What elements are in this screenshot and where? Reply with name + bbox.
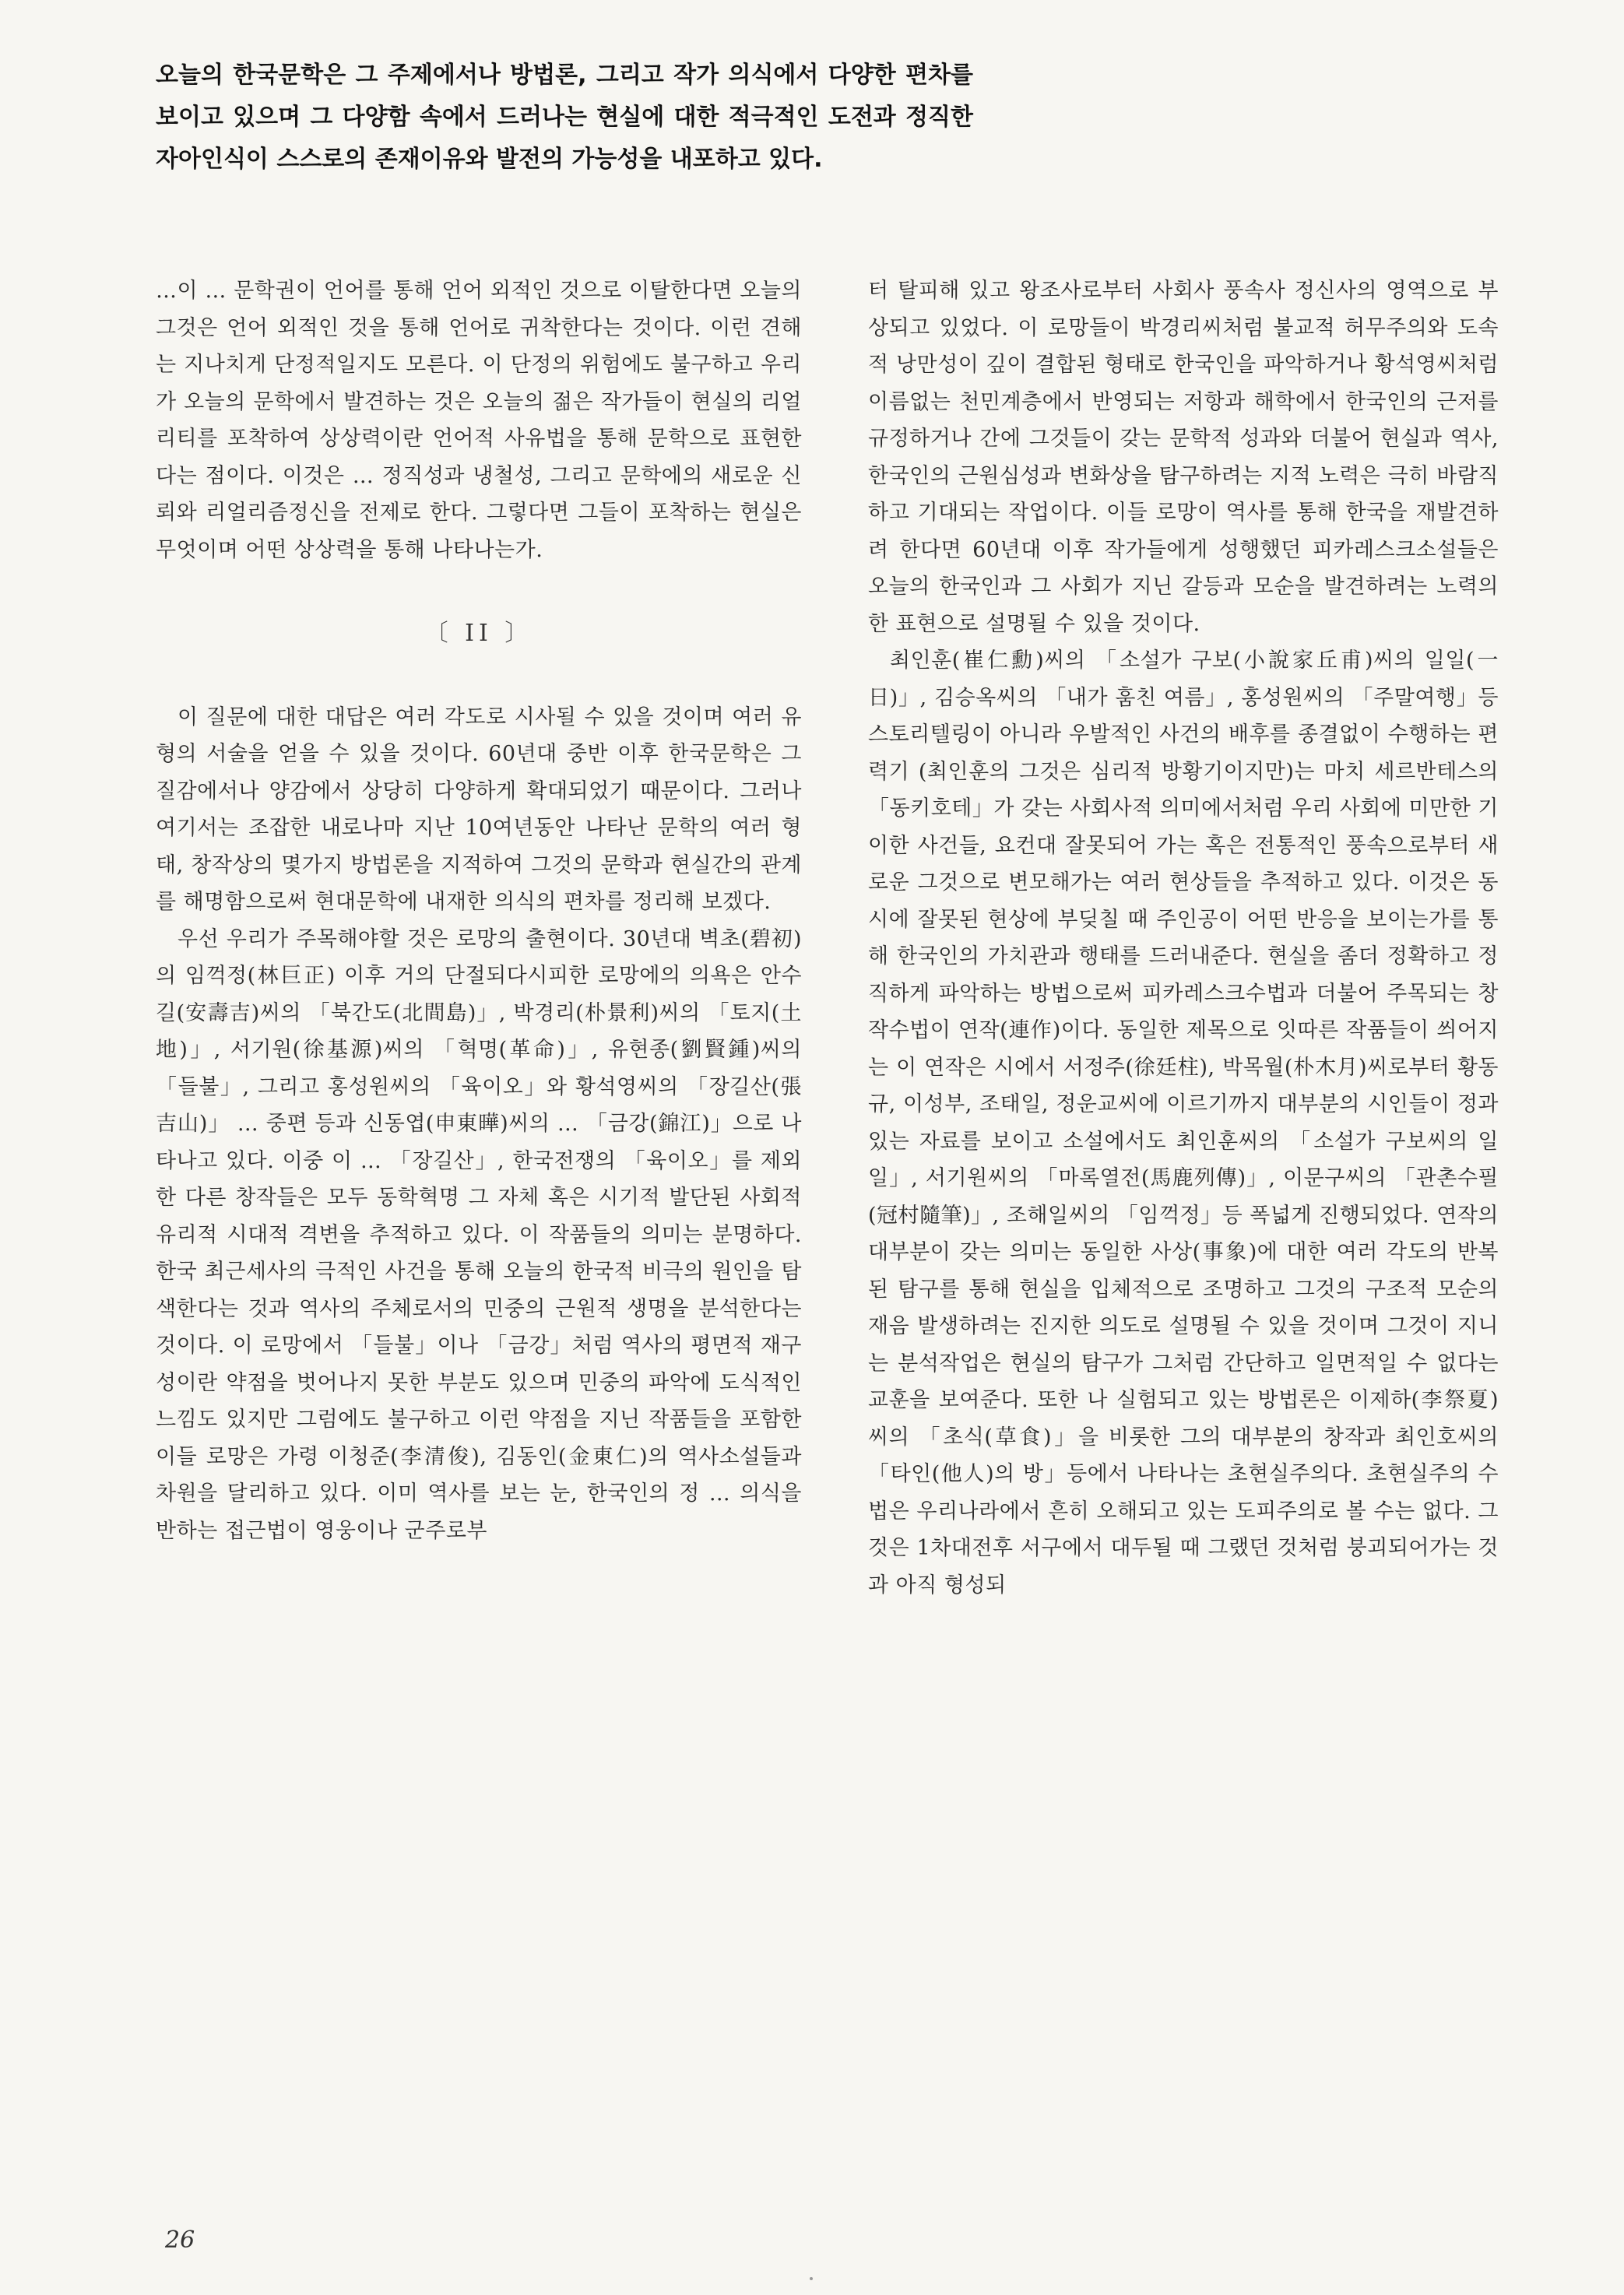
- right-column: [868, 272, 1499, 1604]
- section-heading: 〔 II 〕: [424, 620, 533, 647]
- left-column: [156, 272, 802, 1549]
- lead-paragraph: [156, 54, 973, 181]
- right-paragraph-2: 최인훈(崔仁勳)씨의 「소설가 구보(小說家丘甫)씨의 일일(一日)」, 김승옥씨의 「내가 훔친 여름」, 홍성원씨의 「주말여행」등 스토리텔링이 아니라 우발적인 사건의 배후를 종결없이 수행하는 편력기 (최인훈의 그것은 심리적 방황기이지만)는 마치 세르반테스의 「동키호테」가 갖는 사회사적 의미에서처럼 우리 사회에 미만한 기이한 사건들, 요컨대 잘못되어 가는 혹은 전통적인 풍속으로부터 새로운 그것으로 변모해가는 여러 현상들을 추적하고 있다. 이것은 동시에 잘못된 현상에 부딪칠 때 주인공이 어떤 반응을 보이는가를 통해 한국인의 가치관과 행태를 드러내준다. 현실을 좀더 정확하고 정직하게 파악하는 방법으로써 피카레스크수법과 더불어 주목되는 창작수법이 연작(連作)이다. 동일한 제목으로 잇따른 작품들이 씌어지는 이 연작은 시에서 서정주(徐廷柱), 박목월(朴木月)씨로부터 황동규, 이성부, 조태일, 정운교씨에 이르기까지 대부분의 시인들이 정과있는 자료를 보이고 소설에서도 최인훈씨의 「소설가 구보씨의 일일」, 서기원씨의 「마록열전(馬鹿列傳)」, 이문구씨의 「관촌수필(冠村隨筆)」, 조해일씨의 「임꺽정」등 폭넓게 진행되었다. 연작의 대부분이 갖는 의미는 동일한 사상(事象)에 대한 여러 각도의 반복된 탐구를 통해 현실을 입체적으로 조명하고 그것의 구조적 모순의 재음 발생하려는 진지한 의도로 설명될 수 있을 것이며 그것이 지니는 분석작업은 현실의 탐구가 그처럼 간단하고 일면적일 수 없다는 교훈을 보여준다. 또한 나 실험되고 있는 방법론은 이제하(李祭夏)씨의 「초식(草食)」을 비롯한 그의 대부분의 창작과 최인호씨의 「타인(他人)의 방」등에서 나타나는 초현실주의다. 초현실주의 수법은 우리나라에서 흔히 오해되고 있는 도피주의로 볼 수는 없다. 그것은 1차대전후 서구에서 대두될 때 그랬던 것처럼 붕괴되어가는 것과 아직 형성되: [868, 648, 1499, 1597]
- left-paragraph-1: …이 … 문학권이 언어를 통해 언어 외적인 것으로 이탈한다면 오늘의 그것은 언어 외적인 것을 통해 언어로 귀착한다는 것이다. 이런 견해는 지나치게 단정적일지도 모른다. 이 단정의 위험에도 불구하고 우리가 오늘의 문학에서 발견하는 것은 오늘의 젊은 작가들이 현실의 리얼리티를 포착하여 상상력이란 언어적 사유법을 통해 문학으로 표현한다는 점이다. 이것은 … 정직성과 냉철성, 그리고 문학에의 새로운 신뢰와 리얼리즘정신을 전제로 한다. 그렇다면 그들이 포착하는 현실은 무엇이며 어떤 상상력을 통해 나타나는가.: [156, 279, 802, 562]
- right-paragraph-1: 터 탈피해 있고 왕조사로부터 사회사 풍속사 정신사의 영역으로 부상되고 있었다. 이 로망들이 박경리씨처럼 불교적 허무주의와 도속적 낭만성이 깊이 결합된 형태로 한국인을 파악하거나 황석영씨처럼 이름없는 천민계층에서 반영되는 저항과 해학에서 한국인의 근저를 규정하거나 간에 그것들이 갖는 문학적 성과와 더불어 현실과 역사, 한국인의 근원심성과 변화상을 탐구하려는 지적 노력은 극히 바람직하고 기대되는 작업이다. 이들 로망이 역사를 통해 한국을 재발견하려 한다면 60년대 이후 작가들에게 성행했던 피카레스크소설들은 오늘의 한국인과 그 사회가 지닌 갈등과 모순을 발견하려는 노력의 한 표현으로 설명될 수 있을 것이다.: [868, 279, 1499, 636]
- lead-text: 오늘의 한국문학은 그 주제에서나 방법론, 그리고 작가 의식에서 다양한 편차를 보이고 있으며 그 다양함 속에서 드러나는 현실에 대한 적극적인 도전과 정직한 자아인식이 스스로의 존재이유와 발전의 가능성을 내포하고 있다.: [156, 62, 973, 173]
- left-paragraph-3: 우선 우리가 주목해야할 것은 로망의 출현이다. 30년대 벽초(碧初)의 임꺽정(林巨正) 이후 거의 단절되다시피한 로망에의 의욕은 안수길(安壽吉)씨의 「북간도(北間島)」, 박경리(朴景利)씨의 「토지(土地)」, 서기원(徐基源)씨의 「혁명(革命)」, 유현종(劉賢鍾)씨의 「들불」, 그리고 홍성원씨의 「육이오」와 황석영씨의 「장길산(張吉山)」 … 중편 등과 신동엽(申東曄)씨의 … 「금강(錦江)」으로 나타나고 있다. 이중 이 … 「장길산」, 한국전쟁의 「육이오」를 제외한 다른 창작들은 모두 동학혁명 그 자체 혹은 시기적 발단된 사회적 유리적 시대적 격변을 추적하고 있다. 이 작품들의 의미는 분명하다. 한국 최근세사의 극적인 사건을 통해 오늘의 한국적 비극의 원인을 탐색한다는 것과 역사의 주체로서의 민중의 근원적 생명을 분석한다는 것이다. 이 로망에서 「들불」이나 「금강」처럼 역사의 평면적 재구성이란 약점을 벗어나지 못한 부분도 있으며 민중의 파악에 도식적인 느낌도 있지만 그럼에도 불구하고 이런 약점을 지닌 작품들을 포함한 이들 로망은 가령 이청준(李清俊), 김동인(金東仁)의 역사소설들과 차원을 달리하고 있다. 이미 역사를 보는 눈, 한국인의 정 … 의식을 반하는 접근법이 영웅이나 군주로부: [156, 926, 802, 1543]
- page-number: 26: [165, 2226, 195, 2254]
- scan-speck: [810, 2277, 813, 2280]
- left-paragraph-2: 이 질문에 대한 대답은 여러 각도로 시사될 수 있을 것이며 여러 유형의 서술을 얻을 수 있을 것이다. 60년대 중반 이후 한국문학은 그 질감에서나 양감에서 상당히 다양하게 확대되었기 때문이다. 그러나 여기서는 조잡한 내로나마 지난 10여년동안 나타난 문학의 여러 형태, 창작상의 몇가지 방법론을 지적하여 그것의 문학과 현실간의 관계를 해명함으로써 현대문학에 내재한 의식의 편차를 정리해 보겠다.: [156, 705, 802, 914]
